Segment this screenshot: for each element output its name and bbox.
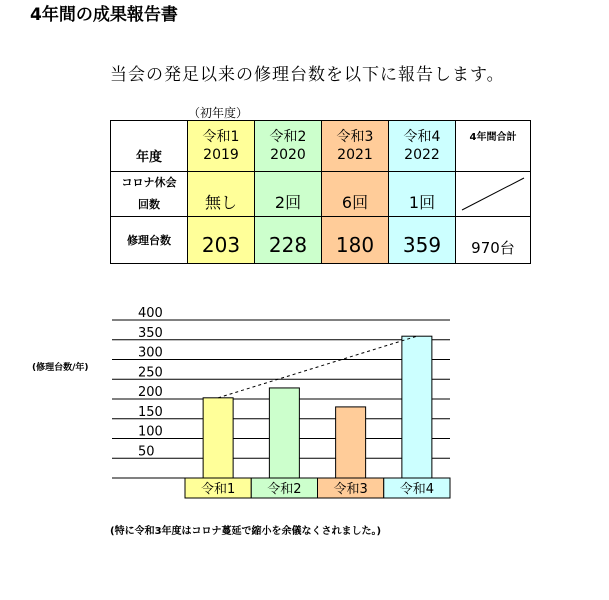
covid-value: 1回 bbox=[408, 192, 436, 212]
year-cell bbox=[322, 121, 389, 172]
covid-cell bbox=[389, 172, 456, 217]
y-tick-label: 350 bbox=[138, 325, 163, 341]
year-cell bbox=[389, 121, 456, 172]
covid-value: 無し bbox=[204, 192, 237, 212]
era-label: 令和1 bbox=[202, 129, 240, 145]
trend-line bbox=[218, 336, 417, 398]
x-tick-label: 令和4 bbox=[399, 482, 435, 497]
x-tick-label: 令和3 bbox=[333, 482, 368, 497]
table-row-covid bbox=[111, 172, 531, 217]
covid-cell bbox=[188, 172, 255, 217]
y-tick-label: 400 bbox=[138, 306, 163, 321]
era-label: 令和4 bbox=[403, 129, 441, 145]
repair-cell bbox=[389, 217, 456, 264]
repair-value: 203 bbox=[201, 233, 241, 257]
chart-svg bbox=[0, 300, 609, 510]
repair-value: 359 bbox=[402, 233, 442, 257]
repair-value: 180 bbox=[335, 233, 375, 257]
covid-label-line2: 回数 bbox=[138, 198, 160, 211]
year-value: 2021 bbox=[337, 147, 373, 163]
bar bbox=[269, 388, 299, 478]
y-tick-label: 150 bbox=[138, 404, 163, 420]
repair-cell bbox=[188, 217, 255, 264]
y-tick-label: 200 bbox=[138, 385, 163, 400]
year-label-cell bbox=[111, 121, 188, 172]
covid-label-line1: コロナ休会 bbox=[121, 176, 177, 189]
covid-value: 2回 bbox=[274, 192, 302, 212]
covid-cell bbox=[255, 172, 322, 217]
bar bbox=[336, 407, 366, 478]
repair-total-cell bbox=[456, 217, 531, 264]
report-table bbox=[110, 120, 531, 264]
y-tick-label: 100 bbox=[138, 424, 163, 440]
year-cell bbox=[188, 121, 255, 172]
year-value: 2020 bbox=[270, 147, 306, 163]
repair-total: 970台 bbox=[471, 238, 515, 257]
y-tick-label: 300 bbox=[138, 345, 163, 361]
table-row-repairs bbox=[111, 217, 531, 264]
year-value: 2022 bbox=[404, 147, 440, 163]
year-cell bbox=[255, 121, 322, 172]
repair-label: 修理台数 bbox=[127, 234, 171, 247]
y-tick-label: 250 bbox=[138, 365, 163, 381]
bar bbox=[402, 336, 432, 478]
repair-cell bbox=[255, 217, 322, 264]
total-header-cell bbox=[456, 121, 531, 172]
table-row-year bbox=[111, 121, 531, 172]
covid-total-cell bbox=[456, 172, 531, 217]
era-label: 令和2 bbox=[269, 129, 307, 145]
covid-label-cell bbox=[111, 172, 188, 217]
x-tick-label: 令和1 bbox=[200, 482, 236, 497]
repair-cell bbox=[322, 217, 389, 264]
covid-value: 6回 bbox=[341, 192, 369, 212]
bar bbox=[203, 398, 233, 478]
repair-label-cell bbox=[111, 217, 188, 264]
year-value: 2019 bbox=[203, 147, 239, 163]
first-year-note: （初年度） bbox=[188, 106, 249, 120]
diagonal-slash bbox=[456, 172, 530, 216]
y-axis-unit: (修理台数/年) bbox=[32, 363, 89, 373]
y-tick-label: 50 bbox=[138, 444, 155, 460]
year-label: 年度 bbox=[135, 149, 162, 165]
repair-value: 228 bbox=[268, 233, 308, 257]
repair-chart bbox=[0, 300, 609, 510]
chart-caption: (特に令和3年度はコロナ蔓延で縮小を余儀なくされました。) bbox=[110, 526, 382, 537]
era-label: 令和3 bbox=[336, 129, 374, 145]
intro-text: 当会の発足以来の修理台数を以下に報告します。 bbox=[110, 65, 505, 85]
total-header: 4年間合計 bbox=[469, 132, 517, 143]
report-title: 4年間の成果報告書 bbox=[30, 5, 178, 25]
covid-cell bbox=[322, 172, 389, 217]
x-tick-label: 令和2 bbox=[267, 482, 302, 497]
